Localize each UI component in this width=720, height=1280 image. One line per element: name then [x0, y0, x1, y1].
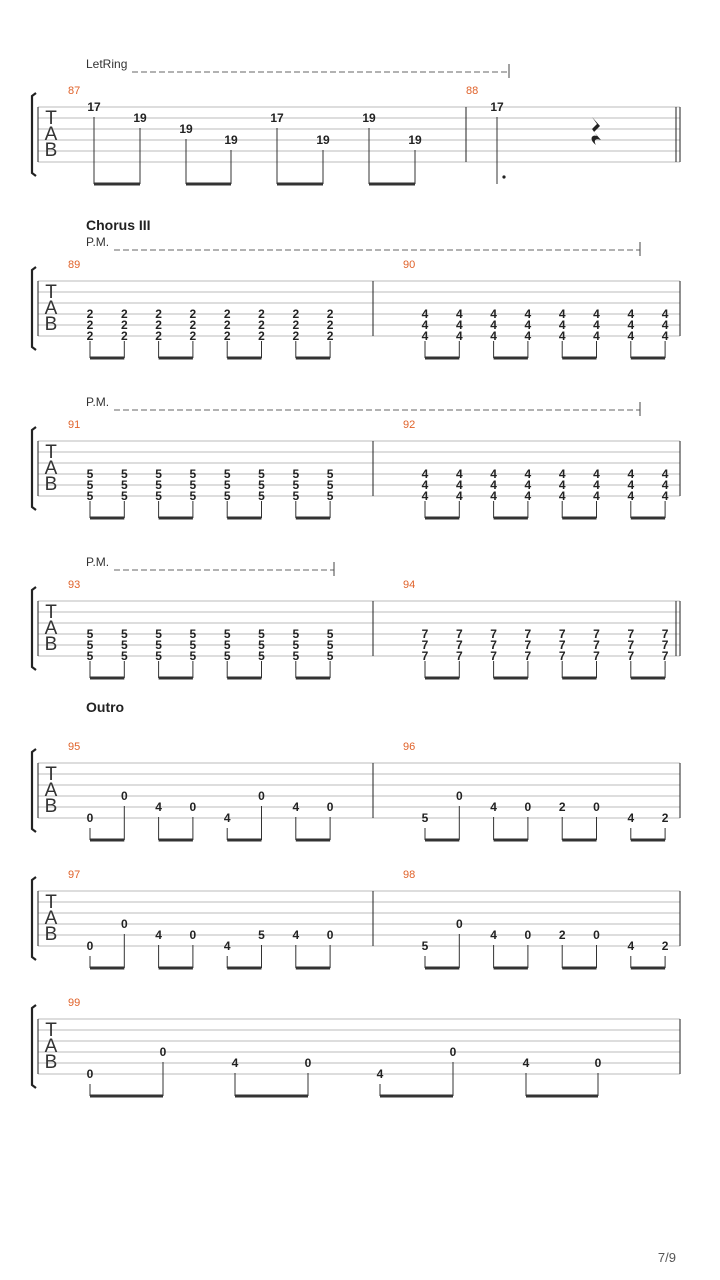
tab-clef-letter: T: [45, 1020, 57, 1041]
fret-number: 4: [421, 307, 429, 321]
fret-number: 2: [223, 307, 231, 321]
fret-number: 5: [258, 649, 265, 663]
fret-number: 4: [421, 467, 429, 481]
tab-clef-letter: T: [45, 442, 57, 463]
fret-number: 5: [223, 467, 231, 481]
fret-number: 0: [449, 1045, 457, 1059]
fret-number: 5: [86, 478, 94, 492]
tab-clef-letter: T: [45, 892, 57, 913]
fret-number: 7: [524, 638, 532, 652]
fret-number: 19: [133, 111, 147, 125]
fret-number: 4: [593, 318, 600, 332]
fret-number: 4: [524, 307, 532, 321]
fret-number: 4: [661, 467, 669, 481]
fret-number: 4: [292, 800, 300, 814]
fret-number: 5: [155, 489, 162, 503]
fret-number: 2: [326, 318, 334, 332]
system-bracket: [32, 1005, 36, 1088]
fret-number: 2: [223, 318, 231, 332]
fret-number: 5: [292, 467, 300, 481]
fret-number: 4: [627, 329, 635, 343]
fret-number: 4: [223, 811, 231, 825]
measure-number: 95: [68, 741, 81, 753]
fret-number: 4: [490, 489, 497, 503]
fret-number: 2: [223, 329, 231, 343]
fret-number: 0: [455, 789, 463, 803]
fret-number: 19: [224, 133, 238, 147]
fret-number: 4: [490, 467, 497, 481]
fret-number: 5: [155, 478, 162, 492]
tab-system-6: [32, 869, 680, 968]
fret-number: 0: [120, 917, 128, 931]
fret-number: 7: [421, 627, 429, 641]
fret-number: 4: [155, 800, 162, 814]
fret-number: 7: [593, 649, 600, 663]
fret-number: 19: [408, 133, 422, 147]
fret-number: 4: [223, 939, 231, 953]
fret-number: 5: [86, 467, 94, 481]
tab-clef-letter: B: [44, 140, 58, 161]
fret-number: 7: [455, 649, 463, 663]
fret-number: 2: [661, 939, 669, 953]
fret-number: 4: [627, 467, 635, 481]
fret-number: 2: [326, 307, 334, 321]
fret-number: 4: [558, 307, 566, 321]
section-title: Chorus III: [86, 217, 151, 233]
fret-number: 5: [189, 638, 197, 652]
fret-number: 5: [421, 811, 429, 825]
fret-number: 5: [86, 627, 94, 641]
fret-number: 0: [524, 928, 532, 942]
measure-number: 90: [403, 259, 416, 271]
fret-number: 0: [86, 811, 94, 825]
fret-number: 7: [627, 649, 635, 663]
quarter-rest: [592, 117, 601, 145]
fret-number: 19: [316, 133, 330, 147]
fret-number: 4: [292, 928, 300, 942]
fret-number: 2: [292, 307, 300, 321]
fret-number: 7: [490, 638, 497, 652]
fret-number: 4: [593, 467, 600, 481]
tab-clef-letter: A: [44, 1036, 58, 1057]
fret-number: 2: [189, 329, 197, 343]
measure-number: 94: [403, 579, 416, 591]
fret-number: 5: [326, 467, 334, 481]
fret-number: 5: [292, 478, 300, 492]
fret-number: 2: [155, 329, 162, 343]
measure-number: 96: [403, 741, 416, 753]
tab-clef-letter: B: [44, 1052, 58, 1073]
fret-number: 7: [593, 638, 600, 652]
fret-number: 4: [558, 467, 566, 481]
fret-number: 17: [87, 100, 101, 114]
fret-number: 2: [258, 307, 265, 321]
measure-number: 99: [68, 997, 81, 1009]
fret-number: 5: [326, 489, 334, 503]
fret-number: 2: [661, 811, 669, 825]
fret-number: 5: [223, 638, 231, 652]
fret-number: 4: [490, 928, 497, 942]
fret-number: 5: [155, 467, 162, 481]
fret-number: 2: [326, 329, 334, 343]
fret-number: 2: [292, 329, 300, 343]
fret-number: 5: [326, 627, 334, 641]
fret-number: 4: [421, 489, 429, 503]
tab-system-2: [32, 217, 680, 358]
measure-number: 91: [68, 419, 81, 431]
fret-number: 4: [627, 489, 635, 503]
fret-number: 0: [189, 928, 197, 942]
fret-number: 0: [594, 1056, 602, 1070]
fret-number: 0: [189, 800, 197, 814]
tab-system-7: [32, 997, 680, 1096]
fret-number: 5: [120, 649, 128, 663]
fret-number: 5: [86, 489, 94, 503]
tab-system-4: [32, 555, 680, 678]
tab-system-3: [32, 395, 680, 518]
fret-number: 4: [524, 318, 532, 332]
fret-number: 4: [558, 478, 566, 492]
fret-number: 4: [593, 329, 600, 343]
tab-clef-letter: B: [44, 474, 58, 495]
fret-number: 0: [593, 800, 600, 814]
tab-clef-letter: A: [44, 458, 58, 479]
fret-number: 7: [558, 649, 566, 663]
fret-number: 4: [522, 1056, 530, 1070]
fret-number: 2: [120, 329, 128, 343]
fret-number: 0: [120, 789, 128, 803]
fret-number: 5: [120, 489, 128, 503]
fret-number: 5: [223, 627, 231, 641]
fret-number: 4: [593, 478, 600, 492]
dotted-note-dot: [502, 175, 505, 178]
fret-number: 2: [120, 307, 128, 321]
fret-number: 2: [86, 329, 94, 343]
fret-number: 4: [490, 800, 497, 814]
fret-number: 4: [231, 1056, 239, 1070]
fret-number: 2: [258, 318, 265, 332]
fret-number: 2: [155, 307, 162, 321]
fret-number: 5: [120, 478, 128, 492]
fret-number: 17: [270, 111, 284, 125]
fret-number: 4: [490, 318, 497, 332]
tab-system-1: [32, 57, 680, 184]
fret-number: 7: [661, 649, 669, 663]
fret-number: 19: [179, 122, 193, 136]
fret-number: 7: [421, 649, 429, 663]
measure-number: 97: [68, 869, 81, 881]
fret-number: 5: [292, 489, 300, 503]
fret-number: 7: [524, 649, 532, 663]
fret-number: 0: [86, 1067, 94, 1081]
tab-clef-letter: T: [45, 108, 57, 129]
fret-number: 5: [326, 649, 334, 663]
fret-number: 5: [189, 467, 197, 481]
fret-number: 4: [490, 329, 497, 343]
fret-number: 5: [120, 638, 128, 652]
system-bracket: [32, 877, 36, 960]
fret-number: 4: [455, 467, 463, 481]
fret-number: 0: [326, 928, 334, 942]
fret-number: 4: [661, 329, 669, 343]
fret-number: 4: [455, 307, 463, 321]
system-bracket: [32, 93, 36, 176]
fret-number: 5: [258, 478, 265, 492]
fret-number: 0: [524, 800, 532, 814]
fret-number: 5: [189, 489, 197, 503]
fret-number: 2: [86, 318, 94, 332]
measure-number: 92: [403, 419, 416, 431]
fret-number: 5: [421, 939, 429, 953]
fret-number: 4: [421, 318, 429, 332]
page-number: 7/9: [657, 1250, 676, 1265]
fret-number: 4: [524, 467, 532, 481]
fret-number: 7: [661, 627, 669, 641]
fret-number: 2: [258, 329, 265, 343]
fret-number: 5: [120, 627, 128, 641]
fret-number: 5: [189, 649, 197, 663]
fret-number: 5: [258, 638, 265, 652]
fret-number: 5: [258, 467, 265, 481]
fret-number: 2: [189, 318, 197, 332]
fret-number: 5: [292, 649, 300, 663]
annotation-palm-mute: P.M.: [86, 395, 110, 409]
fret-number: 7: [627, 638, 635, 652]
fret-number: 0: [86, 939, 94, 953]
annotation-let-ring: LetRing: [86, 57, 128, 71]
fret-number: 2: [189, 307, 197, 321]
fret-number: 4: [627, 478, 635, 492]
fret-number: 2: [558, 800, 566, 814]
fret-number: 4: [455, 489, 463, 503]
fret-number: 5: [258, 928, 265, 942]
tab-clef-letter: A: [44, 780, 58, 801]
fret-number: 5: [155, 649, 162, 663]
fret-number: 4: [421, 329, 429, 343]
fret-number: 5: [189, 478, 197, 492]
fret-number: 0: [258, 789, 265, 803]
fret-number: 5: [258, 489, 265, 503]
measure-number: 87: [68, 85, 81, 97]
fret-number: 2: [86, 307, 94, 321]
fret-number: 7: [558, 627, 566, 641]
annotation-palm-mute: P.M.: [86, 235, 110, 249]
tab-clef-letter: B: [44, 634, 58, 655]
fret-number: 4: [524, 489, 532, 503]
tab-clef-letter: A: [44, 124, 58, 145]
fret-number: 7: [524, 627, 532, 641]
fret-number: 4: [558, 329, 566, 343]
fret-number: 4: [627, 318, 635, 332]
fret-number: 4: [661, 478, 669, 492]
fret-number: 7: [421, 638, 429, 652]
fret-number: 0: [593, 928, 600, 942]
fret-number: 7: [593, 627, 600, 641]
tab-clef-letter: B: [44, 314, 58, 335]
fret-number: 0: [455, 917, 463, 931]
fret-number: 4: [421, 478, 429, 492]
fret-number: 7: [661, 638, 669, 652]
fret-number: 4: [524, 329, 532, 343]
fret-number: 4: [524, 478, 532, 492]
fret-number: 5: [292, 638, 300, 652]
system-bracket: [32, 267, 36, 350]
tab-clef-letter: T: [45, 602, 57, 623]
section-title: Outro: [86, 699, 125, 715]
fret-number: 7: [490, 627, 497, 641]
fret-number: 4: [455, 318, 463, 332]
fret-number: 2: [558, 928, 566, 942]
measure-number: 93: [68, 579, 81, 591]
fret-number: 4: [455, 478, 463, 492]
fret-number: 4: [558, 489, 566, 503]
tab-clef-letter: A: [44, 618, 58, 639]
fret-number: 4: [627, 939, 635, 953]
fret-number: 4: [558, 318, 566, 332]
fret-number: 4: [661, 307, 669, 321]
fret-number: 4: [627, 307, 635, 321]
fret-number: 5: [258, 627, 265, 641]
fret-number: 4: [593, 307, 600, 321]
fret-number: 0: [326, 800, 334, 814]
fret-number: 7: [627, 627, 635, 641]
fret-number: 5: [223, 649, 231, 663]
system-bracket: [32, 587, 36, 670]
tab-clef-letter: B: [44, 796, 58, 817]
measure-number: 98: [403, 869, 416, 881]
fret-number: 7: [490, 649, 497, 663]
annotation-palm-mute: P.M.: [86, 555, 110, 569]
fret-number: 5: [189, 627, 197, 641]
tab-clef-letter: B: [44, 924, 58, 945]
fret-number: 4: [627, 811, 635, 825]
fret-number: 5: [223, 478, 231, 492]
fret-number: 5: [86, 638, 94, 652]
fret-number: 2: [155, 318, 162, 332]
fret-number: 7: [558, 638, 566, 652]
fret-number: 5: [155, 638, 162, 652]
fret-number: 0: [159, 1045, 167, 1059]
fret-number: 19: [362, 111, 376, 125]
tab-clef-letter: A: [44, 298, 58, 319]
fret-number: 5: [326, 478, 334, 492]
fret-number: 5: [155, 627, 162, 641]
fret-number: 2: [292, 318, 300, 332]
fret-number: 5: [86, 649, 94, 663]
fret-number: 4: [155, 928, 162, 942]
measure-number: 89: [68, 259, 81, 271]
system-bracket: [32, 427, 36, 510]
fret-number: 17: [490, 100, 504, 114]
fret-number: 7: [455, 627, 463, 641]
fret-number: 4: [661, 318, 669, 332]
fret-number: 5: [120, 467, 128, 481]
fret-number: 5: [292, 627, 300, 641]
fret-number: 4: [490, 478, 497, 492]
fret-number: 2: [120, 318, 128, 332]
tab-system-5: [32, 699, 680, 840]
fret-number: 4: [593, 489, 600, 503]
fret-number: 4: [661, 489, 669, 503]
measure-number: 88: [466, 85, 479, 97]
tab-clef-letter: T: [45, 764, 57, 785]
tab-clef-letter: T: [45, 282, 57, 303]
fret-number: 0: [304, 1056, 312, 1070]
fret-number: 4: [376, 1067, 384, 1081]
fret-number: 5: [223, 489, 231, 503]
fret-number: 4: [490, 307, 497, 321]
fret-number: 5: [326, 638, 334, 652]
system-bracket: [32, 749, 36, 832]
fret-number: 4: [455, 329, 463, 343]
tab-clef-letter: A: [44, 908, 58, 929]
fret-number: 7: [455, 638, 463, 652]
